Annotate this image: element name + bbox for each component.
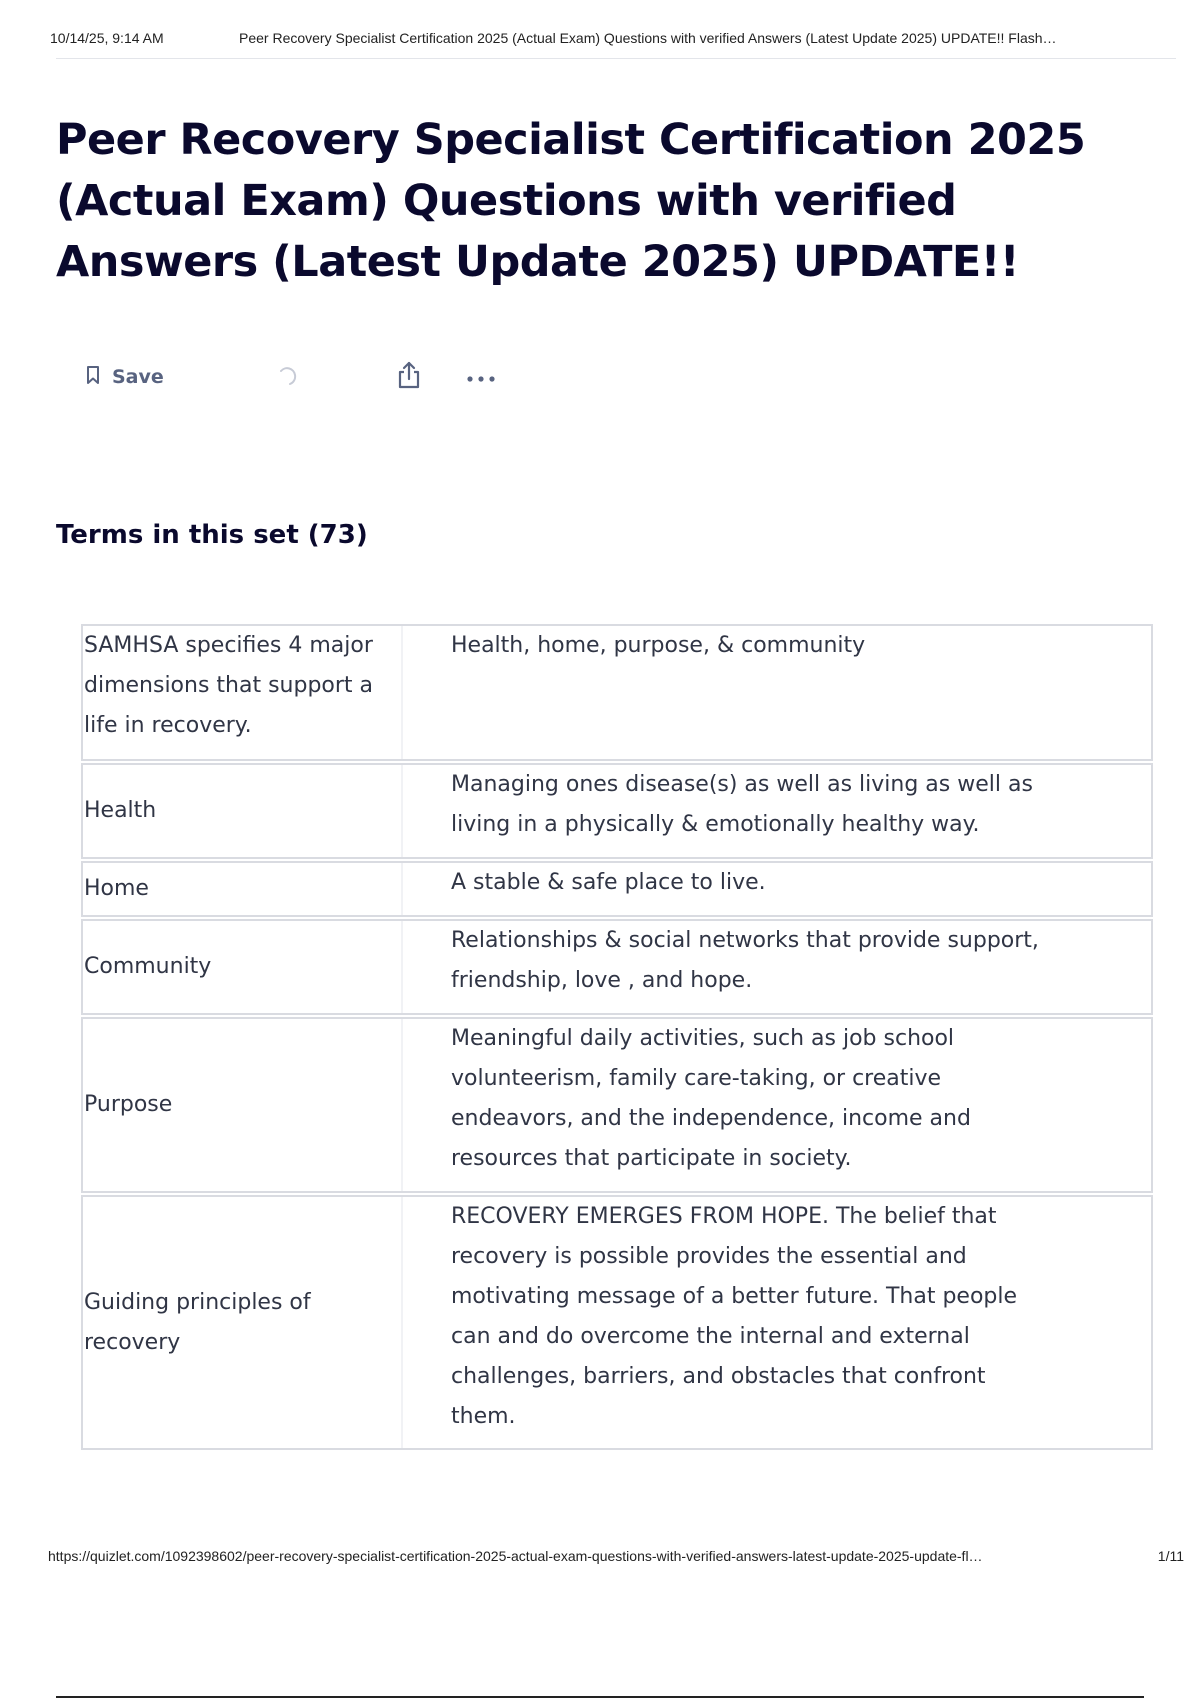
- terms-heading: Terms in this set (73): [56, 520, 368, 550]
- share-icon: [396, 360, 422, 394]
- definition-text: [403, 626, 1151, 759]
- bookmark-icon: [86, 365, 100, 389]
- more-horizontal-icon: [466, 368, 496, 387]
- save-button[interactable]: [86, 360, 164, 394]
- term-card[interactable]: [81, 1017, 1153, 1193]
- print-footer: [48, 1548, 1184, 1572]
- term-text: [83, 1197, 403, 1448]
- spinner-icon: [276, 360, 300, 394]
- term-text: Community: [83, 921, 403, 1013]
- term-card[interactable]: [81, 919, 1153, 1015]
- save-button-label: Save: [112, 366, 164, 388]
- page-url: https://quizlet.com/1092398602/peer-recovery-specialist-certification-2025-actual-exam-questions-with-verified-answers-latest-update-2025-update-fl…: [48, 1548, 983, 1564]
- page-title: Peer Recovery Specialist Certification 2025 (Actual Exam) Questions with verified Answers (Latest Update 2025) UPDATE!!: [56, 115, 1086, 287]
- term-text: Health: [83, 765, 403, 857]
- term-card[interactable]: [81, 624, 1153, 761]
- definition-content: RECOVERY EMERGES FROM HOPE. The belief that recovery is possible provides the essential and motivating message of a better future. That people can and do overcome the internal and external challenges, barriers, and obstacles that confront them.: [451, 1204, 1018, 1429]
- bottom-divider: [56, 1696, 1144, 1698]
- term-text: Purpose: [83, 1019, 403, 1191]
- term-card[interactable]: [81, 763, 1153, 859]
- term-card[interactable]: [81, 1195, 1153, 1450]
- definition-content: A stable & safe place to live.: [451, 870, 766, 895]
- definition-text: [403, 863, 1151, 915]
- definition-text: [403, 1019, 1151, 1191]
- definition-content: Meaningful daily activities, such as job school volunteerism, family care-taking, or creative endeavors, and the independence, income and resources that participate in society.: [451, 1026, 971, 1171]
- term-text: SAMHSA specifies 4 major dimensions that support a life in recovery.: [83, 626, 403, 759]
- set-toolbar: [86, 360, 526, 394]
- print-document-title: Peer Recovery Specialist Certification 2025 (Actual Exam) Questions with verified Answers (Latest Update 2025) UPDATE!! Flash…: [239, 30, 1057, 46]
- header-divider: [56, 58, 1176, 59]
- more-options-button[interactable]: [466, 360, 496, 394]
- share-button[interactable]: [396, 360, 422, 394]
- page-number: 1/11: [1157, 1548, 1184, 1564]
- term-card[interactable]: [81, 861, 1153, 917]
- print-header: [50, 28, 1178, 54]
- term-content: Guiding principles of recovery: [84, 1289, 311, 1355]
- definition-text: [403, 1197, 1151, 1448]
- term-text: Home: [83, 863, 403, 915]
- definition-content: Health, home, purpose, & community: [451, 633, 866, 658]
- definition-text: [403, 765, 1151, 857]
- definition-content: Managing ones disease(s) as well as living as well as living in a physically & emotionally healthy way.: [451, 772, 1033, 837]
- definition-content: Relationships & social networks that provide support, friendship, love , and hope.: [451, 928, 1039, 993]
- definition-text: [403, 921, 1151, 1013]
- terms-list: [81, 624, 1153, 1450]
- print-date: 10/14/25, 9:14 AM: [50, 30, 164, 46]
